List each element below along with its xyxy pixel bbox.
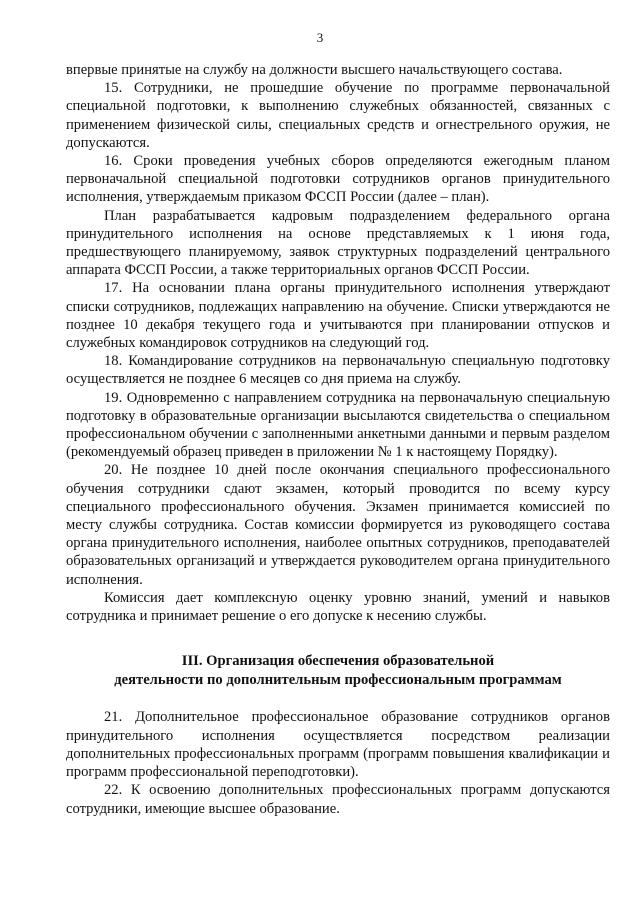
paragraph-15: 15. Сотрудники, не прошедшие обучение по программе первоначальной специальной подготовки, к выполнению служебных обязанностей, связанных с применением физической силы, специальных средств и огнестрельного оружия, не допускаются. <box>66 80 610 151</box>
section-heading-line-2: деятельности по дополнительным профессиональным программам <box>114 671 562 688</box>
paragraph-commission: Комиссия дает комплексную оценку уровню знаний, умений и навыков сотрудника и принимает решение о его допуске к несению службы. <box>66 589 610 625</box>
paragraph-19: 19. Одновременно с направлением сотрудника на первоначальную специальную подготовку в образовательные организации высылаются свидетельства о специальном профессиональном обучении с заполненными анкетными данными и первым разделом (рекомендуемый образец приведен в приложении № 1 к настоящему Порядку). <box>66 389 610 461</box>
paragraph-21: 21. Дополнительное профессиональное образование сотрудников органов принудительного исполнения осуществляется посредством реализации дополнительных профессиональных программ (программ повышения квалификации и программ профессиональной переподготовки). <box>66 709 610 781</box>
paragraph-18: 18. Командирование сотрудников на первоначальную специальную подготовку осуществляется не позднее 6 месяцев со дня приема на службу. <box>66 353 610 388</box>
paragraph-plan: План разрабатывается кадровым подразделением федерального органа принудительного исполнения на основе представляемых к 1 июня года, предшествующего планируемому, заявок структурных подразделений центрального аппарата ФССП России, а также территориальных органов ФССП России. <box>66 207 610 279</box>
paragraph-20: 20. Не позднее 10 дней после окончания специального профессионального обучения сотрудники сдают экзамен, который проводится по всему курсу специального профессионального обучения. Экзамен принимается комиссией по месту службы сотрудника. Состав комиссии формируется из руководящего состава органа принудительного исполнения, наиболее опытных сотрудников, преподавателей образовательных организаций и утверждается руководителем органа принудительного исполнения. <box>66 462 610 588</box>
section-heading-line-1: III. Организация обеспечения образовательной <box>181 653 495 670</box>
paragraph-22: 22. К освоению дополнительных профессиональных программ допускаются сотрудники, имеющие высшее образование. <box>66 782 610 817</box>
section-heading <box>66 652 610 689</box>
page-number: 3 <box>316 30 324 45</box>
document-body <box>66 61 610 818</box>
paragraph-17: 17. На основании плана органы принудительного исполнения утверждают списки сотрудников, подлежащих направлению на обучение. Списки утверждаются не позднее 10 декабря текущего года и учитываются при планировании отпусков и служебных командировок сотрудников на следующий год. <box>66 280 610 352</box>
paragraph-continuation: впервые принятые на службу на должности высшего начальствующего состава. <box>66 62 563 78</box>
paragraph-16: 16. Сроки проведения учебных сборов определяются ежегодным планом первоначальной специальной подготовки сотрудников органов принудительного исполнения, утверждаемым приказом ФССП России (далее – план). <box>66 153 610 206</box>
